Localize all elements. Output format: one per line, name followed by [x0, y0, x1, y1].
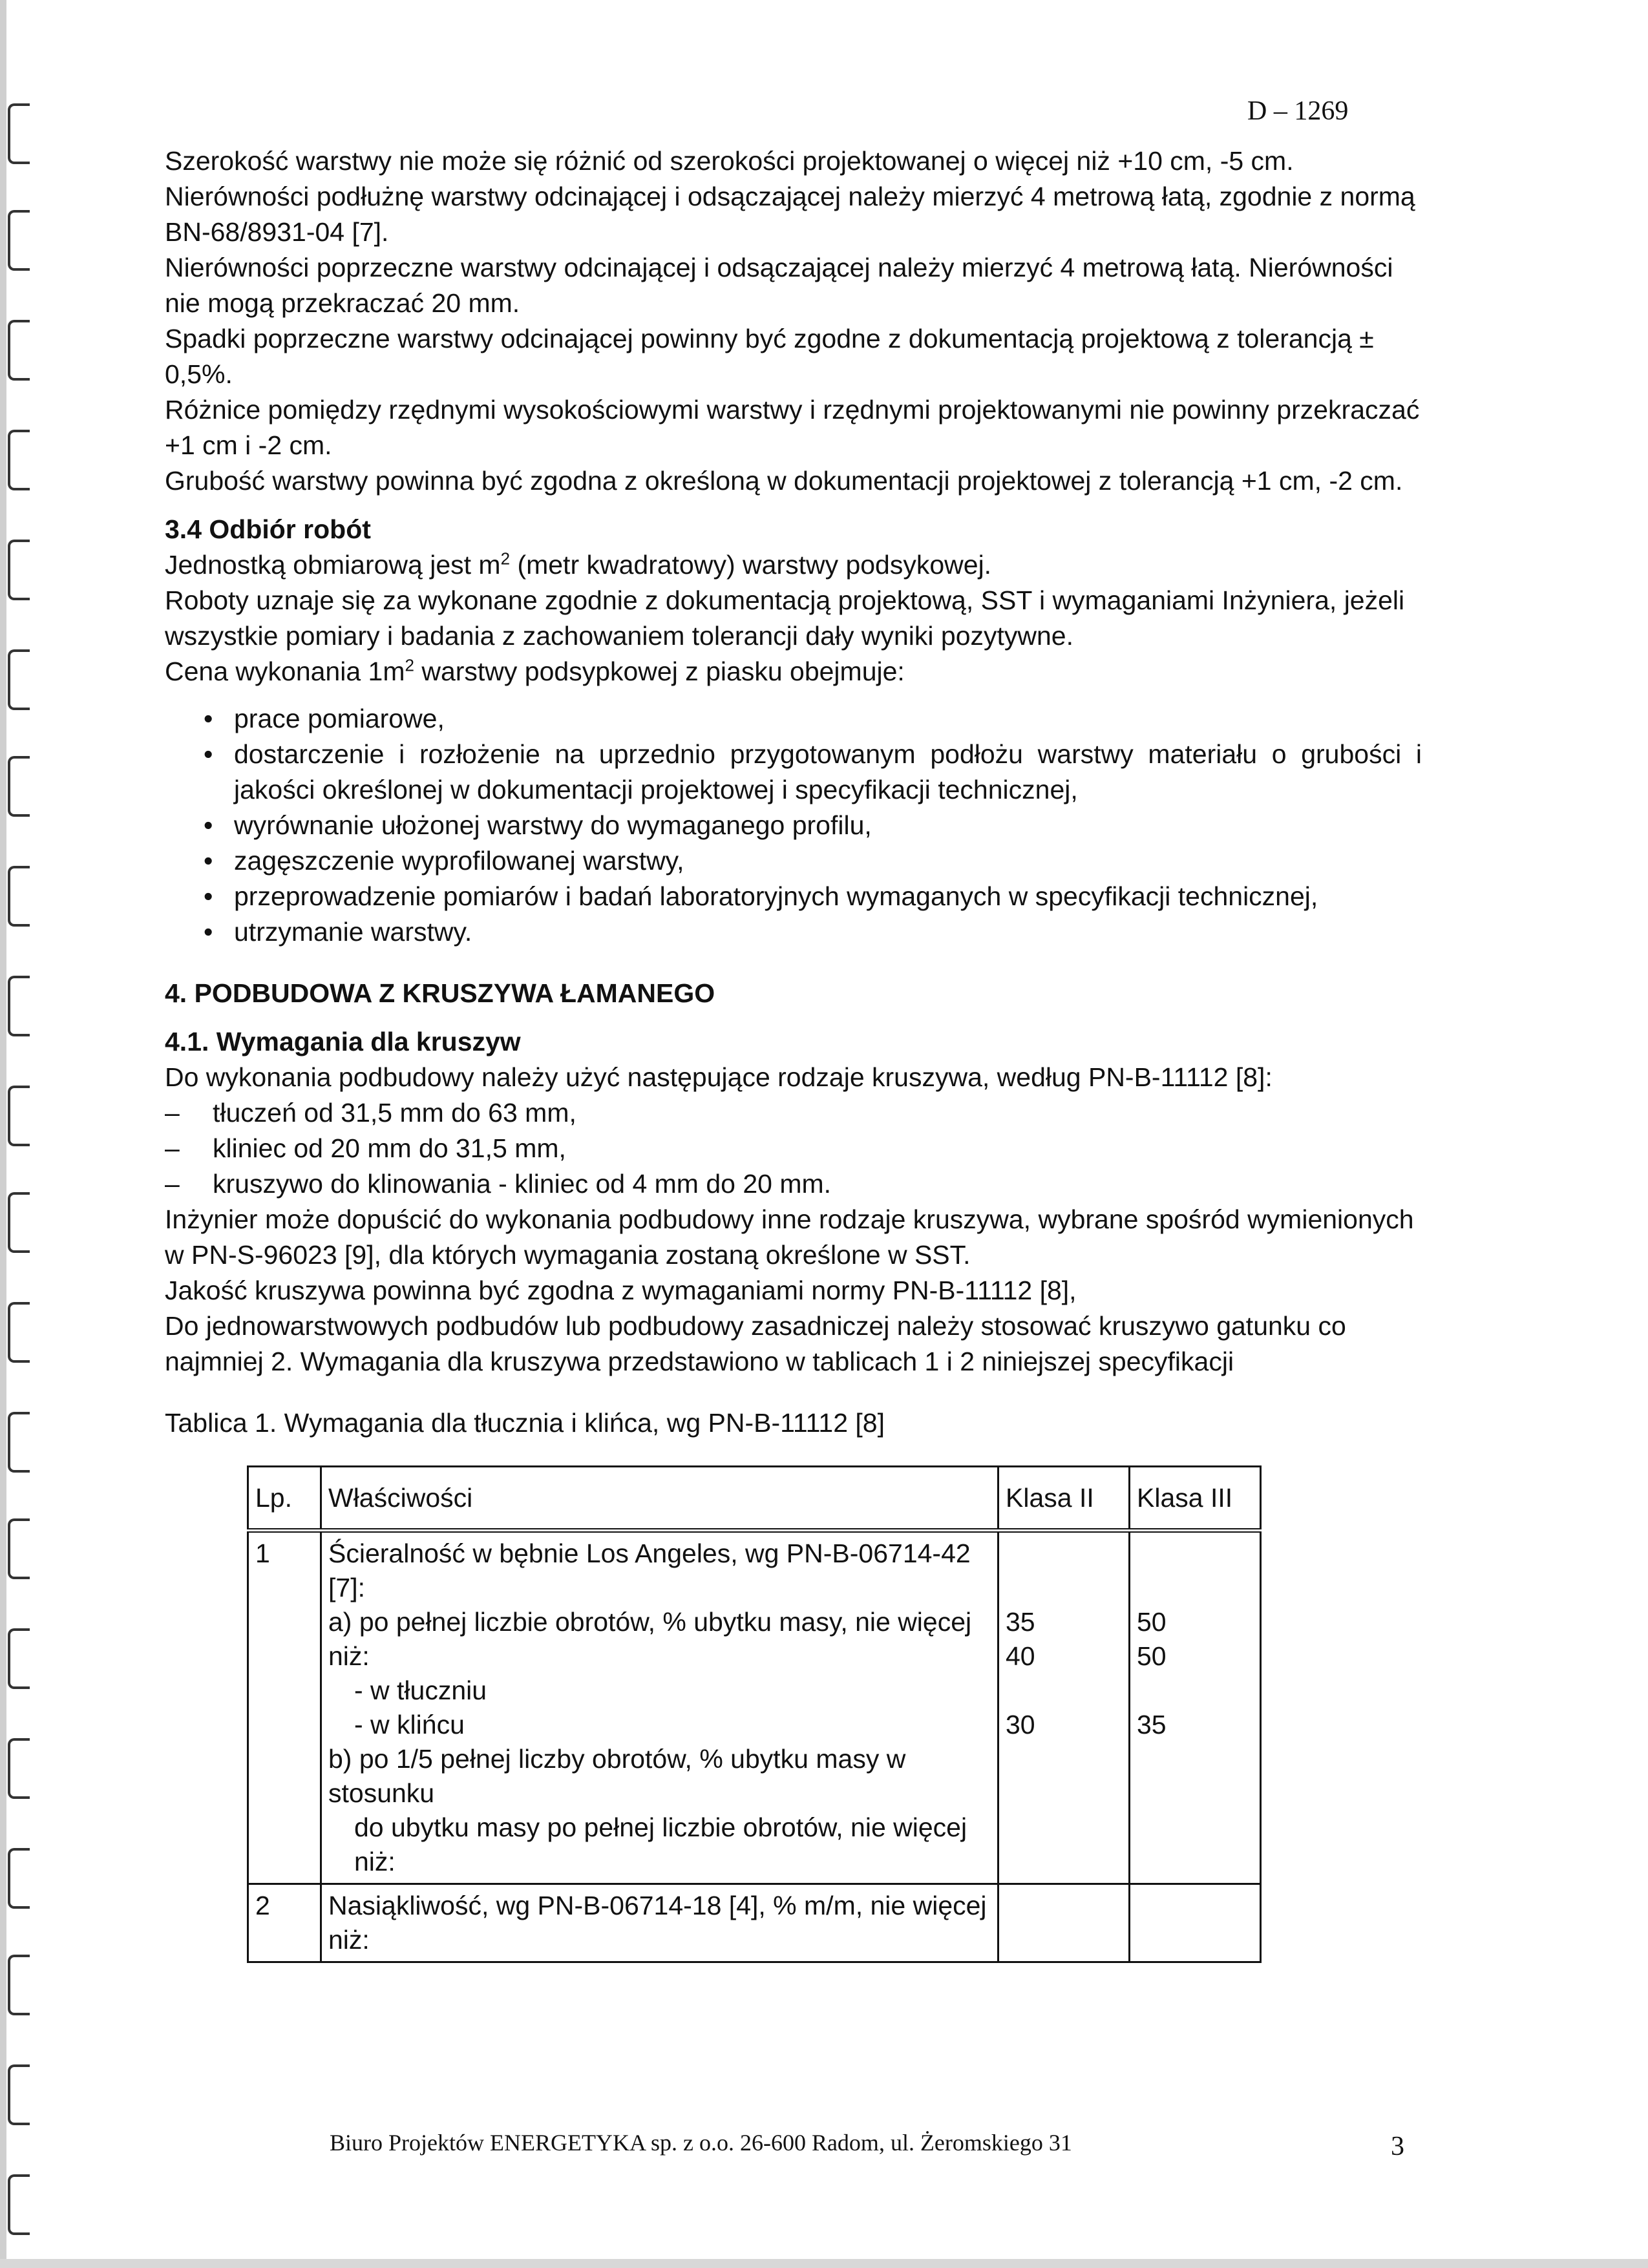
list-item: • wyrównanie ułożonej warstwy do wymaganego profilu,: [165, 808, 1422, 843]
cell-value: 50: [1137, 1607, 1167, 1637]
cell-value: 40: [1006, 1641, 1035, 1671]
requirements-table: [247, 1465, 1262, 1963]
cell-class-iii: [1130, 1884, 1261, 1962]
binding-hole: [8, 866, 30, 927]
binding-hole: [8, 210, 30, 271]
section-heading-3-4: 3.4 Odbiór robót: [165, 514, 371, 544]
list-item: – kruszywo do klinowania - kliniec od 4 mm do 20 mm.: [165, 1166, 1422, 1202]
binding-hole: [8, 756, 30, 817]
binding-hole: [8, 1086, 30, 1146]
table-row: [248, 1884, 1261, 1962]
list-item: • zagęszczenie wyprofilowanej warstwy,: [165, 843, 1422, 879]
cell-lp: 1: [248, 1531, 321, 1884]
bullet-list: [165, 701, 1422, 950]
list-item: • prace pomiarowe,: [165, 701, 1422, 737]
list-item: – tłuczeń od 31,5 mm do 63 mm,: [165, 1095, 1422, 1131]
cell-spacer: [1137, 1674, 1253, 1708]
cell-value: 30: [1006, 1710, 1035, 1739]
binding-hole: [8, 1302, 30, 1363]
cell-property: [321, 1531, 998, 1884]
list-item: • dostarczenie i rozłożenie na uprzednio przygotowanym podłożu warstwy materiału o grubości i jakości określonej w dokumentacji projektowej i specyfikacji technicznej,: [165, 737, 1422, 808]
column-header-lp: Lp.: [248, 1467, 321, 1531]
section-heading-4-1: 4.1. Wymagania dla kruszyw: [165, 1027, 521, 1056]
cell-class-ii: [998, 1884, 1130, 1962]
table-row: [248, 1531, 1261, 1884]
cell-spacer: [1006, 1674, 1122, 1708]
paragraph-tolerance-cross: Nierówności poprzeczne warstwy odcinającej i odsączającej należy mierzyć 4 metrową łatą. Nierówności nie mogą przekraczać 20 mm.: [165, 253, 1393, 318]
binding-holes: [0, 0, 45, 2268]
binding-hole: [8, 1192, 30, 1253]
price-text-tail: warstwy podsypkowej z piasku obejmuje:: [414, 656, 905, 686]
binding-hole: [8, 2174, 30, 2235]
list-item: – kliniec od 20 mm do 31,5 mm,: [165, 1131, 1422, 1166]
paragraph-price: [165, 654, 1422, 689]
binding-hole: [8, 1412, 30, 1473]
paragraph-tolerance-slope: Spadki poprzeczne warstwy odcinającej powinny być zgodne z dokumentacją projektową z tolerancją ± 0,5%.: [165, 324, 1374, 389]
cell-spacer: [1006, 1537, 1122, 1605]
unit-superscript: 2: [500, 549, 511, 569]
binding-hole: [8, 540, 30, 600]
paragraph-unit: [165, 547, 1422, 583]
cell-value: 35: [1006, 1607, 1035, 1637]
page-number: 3: [1391, 2132, 1404, 2161]
cell-lp: 2: [248, 1884, 321, 1962]
binding-hole: [8, 1955, 30, 2015]
page-bottom-edge: [0, 2259, 1648, 2268]
binding-hole: [8, 1628, 30, 1689]
property-line: a) po pełnej liczbie obrotów, % ubytku masy, nie więcej niż:: [328, 1607, 972, 1671]
paragraph-acceptance: Roboty uznaje się za wykonane zgodnie z dokumentacją projektową, SST i wymaganiami Inżyniera, jeżeli wszystkie pomiary i badania z zachowaniem tolerancji dały wyniki pozytywne.: [165, 585, 1405, 651]
paragraph-single-layer: Do jednowarstwowych podbudów lub podbudowy zasadniczej należy stosować kruszywo gatunku co najmniej 2. Wymagania dla kruszywa przedstawiono w tablicach 1 i 2 niniejszej specyfikacji: [165, 1311, 1346, 1376]
binding-hole: [8, 320, 30, 381]
unit-text-tail: (metr kwadratowy) warstwy podsykowej.: [510, 550, 992, 580]
binding-hole: [8, 649, 30, 710]
property-line: Ścieralność w bębnie Los Angeles, wg PN-B-06714-42 [7]:: [328, 1538, 971, 1602]
cell-spacer: [1137, 1537, 1253, 1605]
paragraph-tolerance-levels: Różnice pomiędzy rzędnymi wysokościowymi warstwy i rzędnymi projektowanymi nie powinny przekraczać +1 cm i -2 cm.: [165, 395, 1420, 460]
binding-hole: [8, 976, 30, 1036]
binding-hole: [8, 1518, 30, 1579]
cell-class-iii: [1130, 1531, 1261, 1884]
cell-value: 50: [1137, 1641, 1167, 1671]
list-item: • przeprowadzenie pomiarów i badań laboratoryjnych wymaganych w specyfikacji technicznej,: [165, 879, 1422, 914]
column-header-properties: Właściwości: [321, 1467, 998, 1531]
table-caption: Tablica 1. Wymagania dla tłucznia i klińca, wg PN-B-11112 [8]: [165, 1408, 885, 1438]
page-footer: Biuro Projektów ENERGETYKA sp. z o.o. 26-600 Radom, ul. Żeromskiego 31: [330, 2130, 1072, 2156]
property-line: b) po 1/5 pełnej liczby obrotów, % ubytku masy w stosunku: [328, 1744, 906, 1808]
column-header-class-iii: Klasa III: [1130, 1467, 1261, 1531]
unit-text: Jednostką obmiarową jest m: [165, 550, 501, 580]
table-header-row: [248, 1467, 1261, 1531]
binding-hole: [8, 2064, 30, 2125]
binding-hole: [8, 103, 30, 164]
binding-hole: [8, 1738, 30, 1799]
property-line: - w tłuczniu: [354, 1675, 487, 1705]
price-text: Cena wykonania 1m: [165, 656, 405, 686]
binding-hole: [8, 430, 30, 490]
cell-class-ii: [998, 1531, 1130, 1884]
document-body: [165, 143, 1422, 1963]
paragraph-aggregate-intro: Do wykonania podbudowy należy użyć następujące rodzaje kruszywa, według PN-B-11112 [8]:: [165, 1062, 1273, 1092]
binding-hole: [8, 1848, 30, 1909]
cell-property: Nasiąkliwość, wg PN-B-06714-18 [4], % m/m, nie więcej niż:: [321, 1884, 998, 1962]
dash-list: [165, 1095, 1422, 1202]
paragraph-tolerance-thickness: Grubość warstwy powinna być zgodna z określoną w dokumentacji projektowej z tolerancją +1 cm, -2 cm.: [165, 466, 1403, 496]
paragraph-quality: Jakość kruszywa powinna być zgodna z wymaganiami normy PN-B-11112 [8],: [165, 1276, 1077, 1305]
cell-value: 35: [1137, 1710, 1167, 1739]
property-line: - w klińcu: [354, 1710, 465, 1739]
column-header-class-ii: Klasa II: [998, 1467, 1130, 1531]
property-line: do ubytku masy po pełnej liczbie obrotów, nie więcej niż:: [354, 1812, 967, 1876]
price-superscript: 2: [405, 655, 414, 675]
list-item: • utrzymanie warstwy.: [165, 914, 1422, 950]
document-code: D – 1269: [1247, 96, 1349, 126]
paragraph-engineer: Inżynier może dopuścić do wykonania podbudowy inne rodzaje kruszywa, wybrane spośród wymienionych w PN-S-96023 [9], dla których wymagania zostaną określone w SST.: [165, 1204, 1414, 1270]
paragraph-tolerance-width: Szerokość warstwy nie może się różnić od szerokości projektowanej o więcej niż +10 cm, -5 cm. Nierówności podłużnę warstwy odcinającej i odsączającej należy mierzyć 4 metrową łatą, zgodnie z normą BN-68/8931-04 [7].: [165, 146, 1415, 247]
section-heading-4: 4. PODBUDOWA Z KRUSZYWA ŁAMANEGO: [165, 978, 715, 1008]
